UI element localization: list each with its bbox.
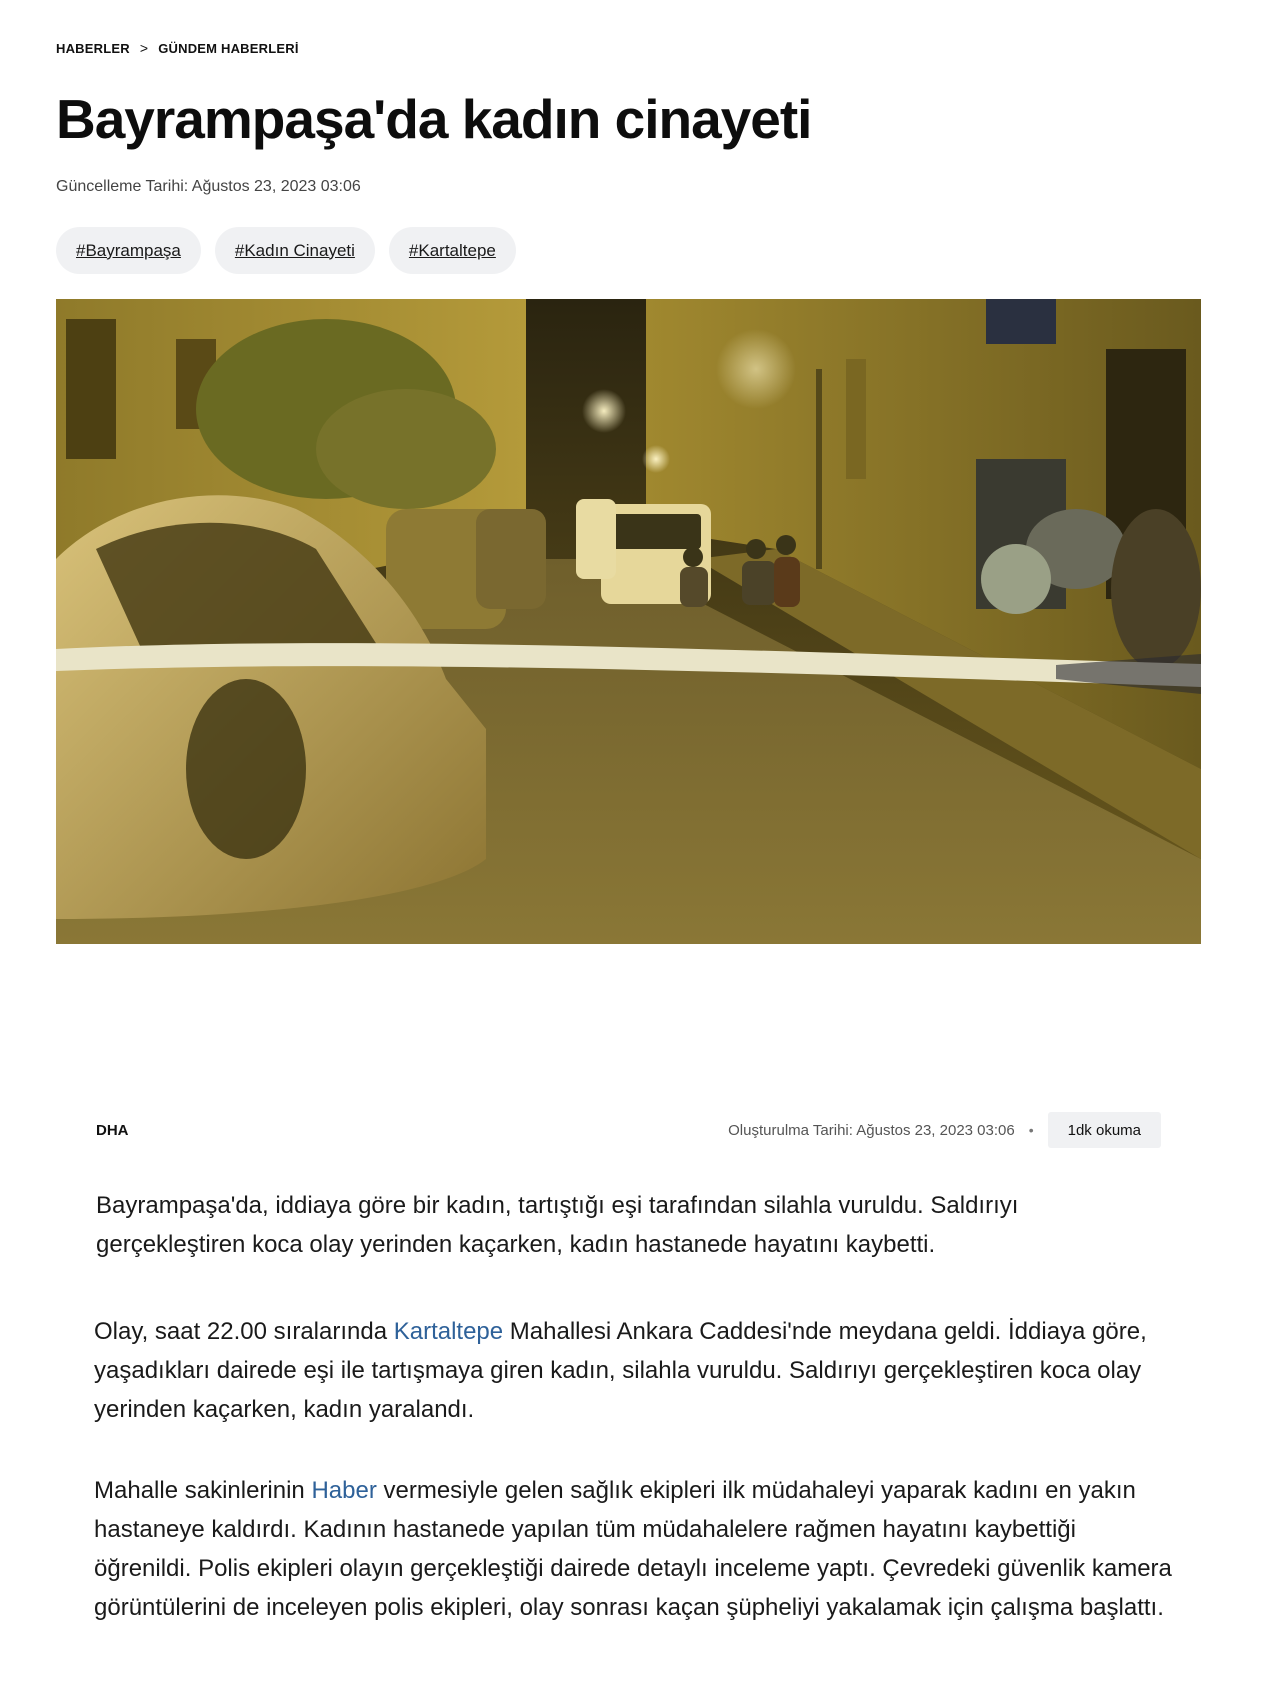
updated-date: Güncelleme Tarihi: Ağustos 23, 2023 03:06	[56, 178, 361, 195]
breadcrumb-section-link[interactable]: GÜNDEM HABERLERİ	[158, 40, 299, 56]
chevron-right-icon: >	[139, 40, 149, 56]
article-hero-image	[56, 299, 1201, 944]
tag-bayrampasa[interactable]: #Bayrampaşa	[56, 227, 201, 274]
created-date: Oluşturulma Tarihi: Ağustos 23, 2023 03:06	[728, 1121, 1015, 1139]
article-meta	[96, 1112, 1161, 1148]
source-label: DHA	[96, 1121, 129, 1139]
paragraph-text: vermesiyle gelen sağlık ekipleri ilk müdahaleyi yaparak kadını en yakın hastaneye kaldırdı. Kadının hastanede yapılan tüm müdahalelere rağmen hayatını kaybettiği öğrenildi. Polis ekipleri olayın gerçekleştiği dairede detaylı inceleme yaptı. Çevredeki güvenlik kamera görüntülerini de inceleyen polis ekipleri, olay sonrası kaçan şüpheliyi yakalamak için çalışma başlattı.	[94, 1477, 1172, 1621]
tag-list	[56, 227, 516, 274]
paragraph-text: Mahalle sakinlerinin	[94, 1477, 312, 1504]
article-paragraph	[94, 1471, 1174, 1627]
kartaltepe-link[interactable]: Kartaltepe	[393, 1318, 504, 1345]
breadcrumb	[56, 40, 299, 56]
haber-link[interactable]: Haber	[311, 1477, 377, 1504]
tag-kartaltepe[interactable]: #Kartaltepe	[389, 227, 516, 274]
article-lead: Bayrampaşa'da, iddiaya göre bir kadın, tartıştığı eşi tarafından silahla vuruldu. Saldırıyı gerçekleştiren koca olay yerinden kaçarken, kadın hastanede hayatını kaybetti.	[96, 1192, 1019, 1258]
breadcrumb-home-link[interactable]: HABERLER	[56, 40, 130, 56]
paragraph-text: Mahallesi Ankara Caddesi'nde meydana geldi. İddiaya göre, yaşadıkları dairede eşi ile tartışmaya giren kadın, silahla vuruldu. Saldırıyı gerçekleştiren koca olay yerinden kaçarken, kadın yaralandı.	[94, 1318, 1147, 1423]
street-scene-image	[56, 299, 1201, 944]
article-meta-right	[728, 1112, 1161, 1148]
meta-separator: •	[1028, 1122, 1034, 1138]
read-time-badge: 1dk okuma	[1048, 1112, 1161, 1148]
page-title: Bayrampaşa'da kadın cinayeti	[56, 88, 812, 150]
article-paragraph	[94, 1312, 1174, 1429]
paragraph-text: Olay, saat 22.00 sıralarında	[94, 1318, 394, 1345]
tag-kadin-cinayeti[interactable]: #Kadın Cinayeti	[215, 227, 375, 274]
